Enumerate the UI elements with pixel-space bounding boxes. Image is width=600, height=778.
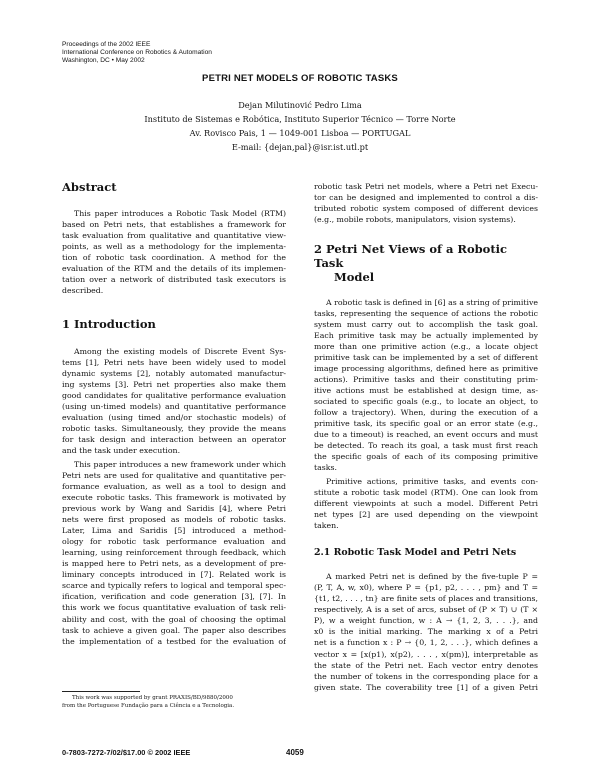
text-line: net is a function x : P → {0, 1, 2, . . .}, which defines a — [314, 638, 538, 648]
text-line: the state of the Petri net. Each vector entry denotes — [314, 660, 538, 670]
text-line: sociated to specific goals (e.g., to locate an object, to — [314, 397, 538, 407]
right-column — [314, 181, 538, 693]
paper-title: PETRI NET MODELS OF ROBOTIC TASKS — [202, 73, 398, 84]
text-line: vector x = [x(p1), x(p2), . . . , x(pm)], interpretable as — [314, 649, 538, 659]
right-paragraph-0 — [314, 181, 538, 225]
intro-paragraph-2 — [62, 459, 286, 646]
text-line: (using un-timed models) and quantitative performance — [62, 402, 286, 412]
text-line: Primitive actions, primitive tasks, and events con- — [326, 477, 538, 487]
text-line: This paper introduces a new framework under which — [74, 460, 286, 470]
text-line: respectively, A is a set of arcs, subset of (P × T) ∪ (T × — [314, 605, 538, 615]
introduction-heading: 1 Introduction — [62, 317, 156, 332]
text-line: execute robotic tasks. This framework is motivated by — [62, 493, 286, 503]
proceedings-header — [62, 41, 212, 65]
footer-isbn: 0-7803-7272-7/02/$17.00 © 2002 IEEE — [62, 748, 191, 757]
text-line: stitute a robotic task model (RTM). One can look from — [314, 488, 538, 498]
author-names: Dejan Milutinović Pedro Lima — [238, 100, 362, 110]
text-line: Each primitive task may be actually implemented by — [314, 331, 538, 341]
text-line: itive actions must be established at design time, as- — [314, 386, 538, 396]
intro-paragraph-1 — [62, 346, 286, 456]
subsection-2-1-heading: 2.1 Robotic Task Model and Petri Nets — [314, 547, 517, 559]
text-line: Later, Lima and Saridis [5] introduced a method- — [62, 526, 286, 536]
text-line: this work we focus quantitative evaluation of task reli- — [62, 603, 286, 613]
text-line: good candidates for qualitative performance evaluation — [62, 391, 286, 401]
text-line: dynamic systems [2], notably automated manufactur- — [62, 369, 286, 379]
footnote-line-2: from the Portuguese Fundação para a Ciência e a Tecnologia. — [62, 702, 235, 709]
text-line: follow a trajectory). When, during the execution of a — [314, 408, 538, 418]
text-line: ability and cost, with the goal of choosing the optimal — [62, 614, 286, 624]
text-line: the number of tokens in the corresponding place for a — [314, 671, 538, 681]
text-line: scarce and typically refers to logical and temporal spec- — [62, 581, 286, 591]
text-line: different viewpoints at such a model. Different Petri — [314, 499, 538, 509]
text-line: tation over a network of distributed task executors is — [62, 275, 286, 285]
text-line: for task design and interaction between an operator — [62, 435, 286, 445]
proceedings-line-1: Proceedings of the 2002 IEEE — [62, 41, 151, 48]
footnote — [62, 695, 286, 710]
footnote-rule — [62, 691, 140, 692]
text-line: x0 is the initial marking. The marking x of a Petri — [314, 627, 538, 637]
text-line: robotic tasks. Simultaneously, they provide the means — [62, 424, 286, 434]
text-line: primitive task can be implemented by a set of different — [314, 353, 538, 363]
text-line: Petri nets are used for qualitative and quantitative per- — [62, 471, 286, 481]
author-affiliation: Instituto de Sistemas e Robótica, Instituto Superior Técnico — Torre Norte — [144, 114, 456, 124]
text-line: primitive task, its specific goal or an error state (e.g., — [314, 419, 538, 429]
text-line: be detected. To reach its goal, a task must first reach — [314, 441, 538, 451]
abstract-heading: Abstract — [62, 180, 117, 194]
text-line: (e.g., mobile robots, manipulators, vision systems). — [314, 215, 516, 225]
author-block — [0, 98, 600, 154]
text-line: task to achieve a given goal. The paper also describes — [62, 625, 286, 635]
text-line: tasks. — [314, 463, 337, 473]
text-line: Among the existing models of Discrete Event Sys- — [74, 347, 286, 357]
footnote-line-1: This work was supported by grant PRAXIS/BD/9880/2000 — [72, 695, 233, 701]
section-2-heading-line-1: 2 Petri Net Views of a Robotic Task — [314, 242, 508, 271]
text-line: tributed robotic system composed of different devices — [314, 204, 538, 214]
text-line: ification, verification and code generation [3], [7]. In — [62, 592, 286, 602]
text-line: task evaluation from qualitative and quantitative view- — [62, 231, 286, 241]
proceedings-line-3: Washington, DC • May 2002 — [62, 57, 145, 64]
text-line: robotic task Petri net models, where a Petri net Execu- — [314, 182, 538, 191]
author-email: E-mail: {dejan,pal}@isr.ist.utl.pt — [231, 142, 369, 152]
text-line: liminary concepts introduced in [7]. Related work is — [62, 570, 286, 580]
author-address: Av. Rovisco Pais, 1 — 1049-001 Lisboa — PORTUGAL — [189, 128, 411, 138]
text-line: the specific goals of each of its composing primitive — [314, 452, 538, 462]
text-line: A marked Petri net is defined by the five-tuple P = — [326, 572, 538, 582]
text-line: evaluation (using timed and/or stochastic models) of — [62, 413, 286, 423]
text-line: A robotic task is defined in [6] as a string of primitive — [326, 298, 538, 308]
text-line: due to a timeout) is reached, an event occurs and must — [314, 430, 538, 440]
text-line: previous work by Wang and Saridis [4], where Petri — [62, 504, 286, 514]
text-line: nets were first proposed as models of robotic tasks. — [62, 515, 286, 525]
section-2-paragraph-1 — [314, 297, 538, 473]
text-line: system must carry out to accomplish the task goal. — [314, 320, 538, 330]
text-line: more than one primitive action (e.g., a locate object — [314, 342, 538, 352]
page-number: 4059 — [286, 748, 304, 757]
section-2-heading-line-2: Model — [334, 270, 375, 285]
text-line: tor can be designed and implemented to control a dis- — [314, 193, 538, 203]
text-line: net types [2] are used depending on the viewpoint — [314, 510, 538, 520]
text-line: This paper introduces a Robotic Task Model (RTM) — [74, 209, 286, 218]
text-line: points, as well as a methodology for the implementa- — [62, 242, 286, 252]
text-line: actions). Primitive tasks and their constituting prim- — [314, 375, 538, 385]
text-line: described. — [62, 286, 104, 296]
text-line: ology for robotic task performance evaluation and — [62, 537, 286, 547]
text-line: is mapped here to Petri nets, as a development of pre- — [62, 559, 286, 569]
proceedings-line-2: International Conference on Robotics & Automation — [62, 49, 212, 56]
text-line: formance evaluation, as well as a tool to design and — [62, 482, 286, 492]
text-line: image processing algorithms, defined here as primitive — [314, 364, 538, 374]
text-line: based on Petri nets, that establishes a framework for — [62, 220, 286, 230]
text-line: tion of robotic task coordination. A method for the — [62, 253, 286, 263]
text-line: evaluation of the RTM and the details of its implemen- — [62, 264, 286, 274]
section-2-paragraph-2 — [314, 476, 538, 531]
abstract-text — [62, 208, 286, 296]
text-line: tems [1], Petri nets have been widely used to model — [62, 358, 286, 368]
text-line: tasks, representing the sequence of actions the robotic — [314, 309, 538, 319]
text-line: ing systems [3]. Petri net properties also make them — [62, 380, 286, 390]
left-column — [62, 180, 286, 647]
text-line: taken. — [314, 521, 339, 531]
text-line: the implementation of a testbed for the evaluation of — [62, 636, 286, 646]
text-line: (P, T, A, w, x0), where P = {p1, p2, . . . , pm} and T = — [314, 583, 538, 593]
text-line: P), w a weight function, w : A → {1, 2, 3, . . .}, and — [314, 616, 538, 626]
text-line: learning, using reinforcement through feedback, which — [62, 548, 286, 558]
subsection-2-1-paragraph — [314, 571, 538, 692]
section-2-heading — [314, 242, 538, 284]
text-line: and the task under execution. — [62, 446, 181, 456]
text-line: given state. The coverability tree [1] of a given Petri — [314, 682, 538, 692]
text-line: {t1, t2, . . . , tn} are finite sets of places and transitions, — [314, 594, 538, 604]
